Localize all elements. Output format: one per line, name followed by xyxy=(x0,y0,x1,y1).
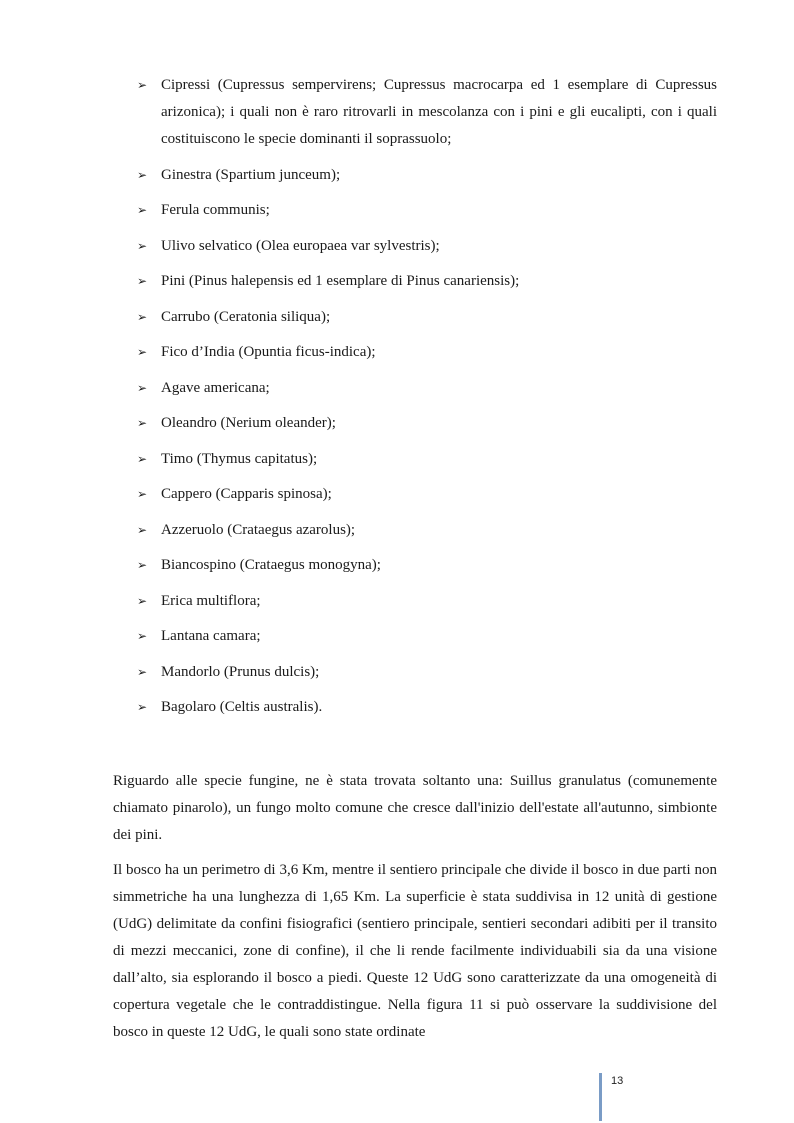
arrow-bullet-icon: ➢ xyxy=(137,629,148,643)
page-number: 13 xyxy=(611,1075,624,1087)
body-text xyxy=(113,768,717,1054)
page-footer xyxy=(599,1073,623,1121)
species-list-item xyxy=(137,268,717,295)
species-list-text: Carrubo (Ceratonia siliqua); xyxy=(161,308,331,325)
species-list-text: Fico d’India (Opuntia ficus-indica); xyxy=(161,344,376,360)
arrow-bullet-icon: ➢ xyxy=(137,664,148,679)
arrow-bullet-icon: ➢ xyxy=(137,345,148,359)
species-list-text: Timo (Thymus capitatus); xyxy=(161,450,318,467)
species-list-text: Lantana camara; xyxy=(161,628,261,644)
species-list-text: Agave americana; xyxy=(161,379,270,396)
paragraph: Riguardo alle specie fungine, ne è stata trovata soltanto una: Suillus granulatus (comunemente chiamato pinarolo), un fungo molto comune che cresce dall'inizio dell'estate all'autunno, simbionte dei pini. xyxy=(113,773,717,843)
species-list-item xyxy=(137,694,717,721)
species-list-text: Oleandro (Nerium oleander); xyxy=(161,415,336,431)
species-list-item xyxy=(137,375,717,402)
species-list-item xyxy=(137,197,717,224)
species-list-item xyxy=(137,481,717,508)
species-list-item xyxy=(137,517,717,544)
arrow-bullet-icon: ➢ xyxy=(137,593,148,608)
arrow-bullet-icon: ➢ xyxy=(137,451,148,466)
arrow-bullet-icon: ➢ xyxy=(137,238,148,253)
species-list-text: Ferula communis; xyxy=(161,202,270,218)
arrow-bullet-icon: ➢ xyxy=(137,380,148,395)
species-list-item xyxy=(137,410,717,437)
species-list-item xyxy=(137,233,717,260)
arrow-bullet-icon: ➢ xyxy=(137,522,148,537)
paragraph: Il bosco ha un perimetro di 3,6 Km, mentre il sentiero principale che divide il bosco in due parti non simmetriche ha una lunghezza di 1,65 Km. La superficie è stata suddivisa in 12 unità di gestione (UdG) delimitate da confini fisiografici (sentiero principale, sentieri secondari adibiti per il transito di mezzi meccanici, zone di confine), il che li rende facilmente individuabili sia da una visione dall’alto, sia esplorando il bosco a piedi. Queste 12 UdG sono caratterizzate da una omogeneità di copertura vegetale che le contraddistingue. Nella figura 11 si può osservare la suddivisione del bosco in queste 12 UdG, le quali sono state ordinate xyxy=(113,862,717,1040)
arrow-bullet-icon: ➢ xyxy=(137,700,148,714)
species-list-text: Pini (Pinus halepensis ed 1 esemplare di Pinus canariensis); xyxy=(161,273,520,289)
arrow-bullet-icon: ➢ xyxy=(137,309,148,324)
species-list-item xyxy=(137,339,717,366)
arrow-bullet-icon: ➢ xyxy=(137,274,148,288)
species-list-text: Azzeruolo (Crataegus azarolus); xyxy=(161,521,356,538)
species-list-item xyxy=(137,72,717,153)
species-list-text: Ginestra (Spartium junceum); xyxy=(161,166,341,183)
species-list-text: Ulivo selvatico (Olea europaea var sylvestris); xyxy=(161,237,440,254)
species-list xyxy=(137,72,717,730)
species-list-item xyxy=(137,588,717,615)
arrow-bullet-icon: ➢ xyxy=(137,558,148,572)
species-list-text: Mandorlo (Prunus dulcis); xyxy=(161,663,320,680)
arrow-bullet-icon: ➢ xyxy=(137,203,148,217)
arrow-bullet-icon: ➢ xyxy=(137,167,148,182)
species-list-text: Cipressi (Cupressus sempervirens; Cupressus macrocarpa ed 1 esemplare di Cupressus arizonica); i quali non è raro ritrovarli in mescolanza con i pini e gli eucalipti, con i quali costituiscono le specie dominanti il soprassuolo; xyxy=(161,77,717,147)
species-list-item xyxy=(137,552,717,579)
arrow-bullet-icon: ➢ xyxy=(137,416,148,430)
species-list-item xyxy=(137,162,717,189)
species-list-item xyxy=(137,304,717,331)
species-list-item xyxy=(137,446,717,473)
species-list-item xyxy=(137,659,717,686)
arrow-bullet-icon: ➢ xyxy=(137,487,148,501)
species-list-text: Erica multiflora; xyxy=(161,592,261,609)
species-list-text: Bagolaro (Celtis australis). xyxy=(161,699,323,715)
species-list-text: Cappero (Capparis spinosa); xyxy=(161,486,332,502)
species-list-item xyxy=(137,623,717,650)
species-list-text: Biancospino (Crataegus monogyna); xyxy=(161,557,381,573)
arrow-bullet-icon: ➢ xyxy=(137,78,148,92)
